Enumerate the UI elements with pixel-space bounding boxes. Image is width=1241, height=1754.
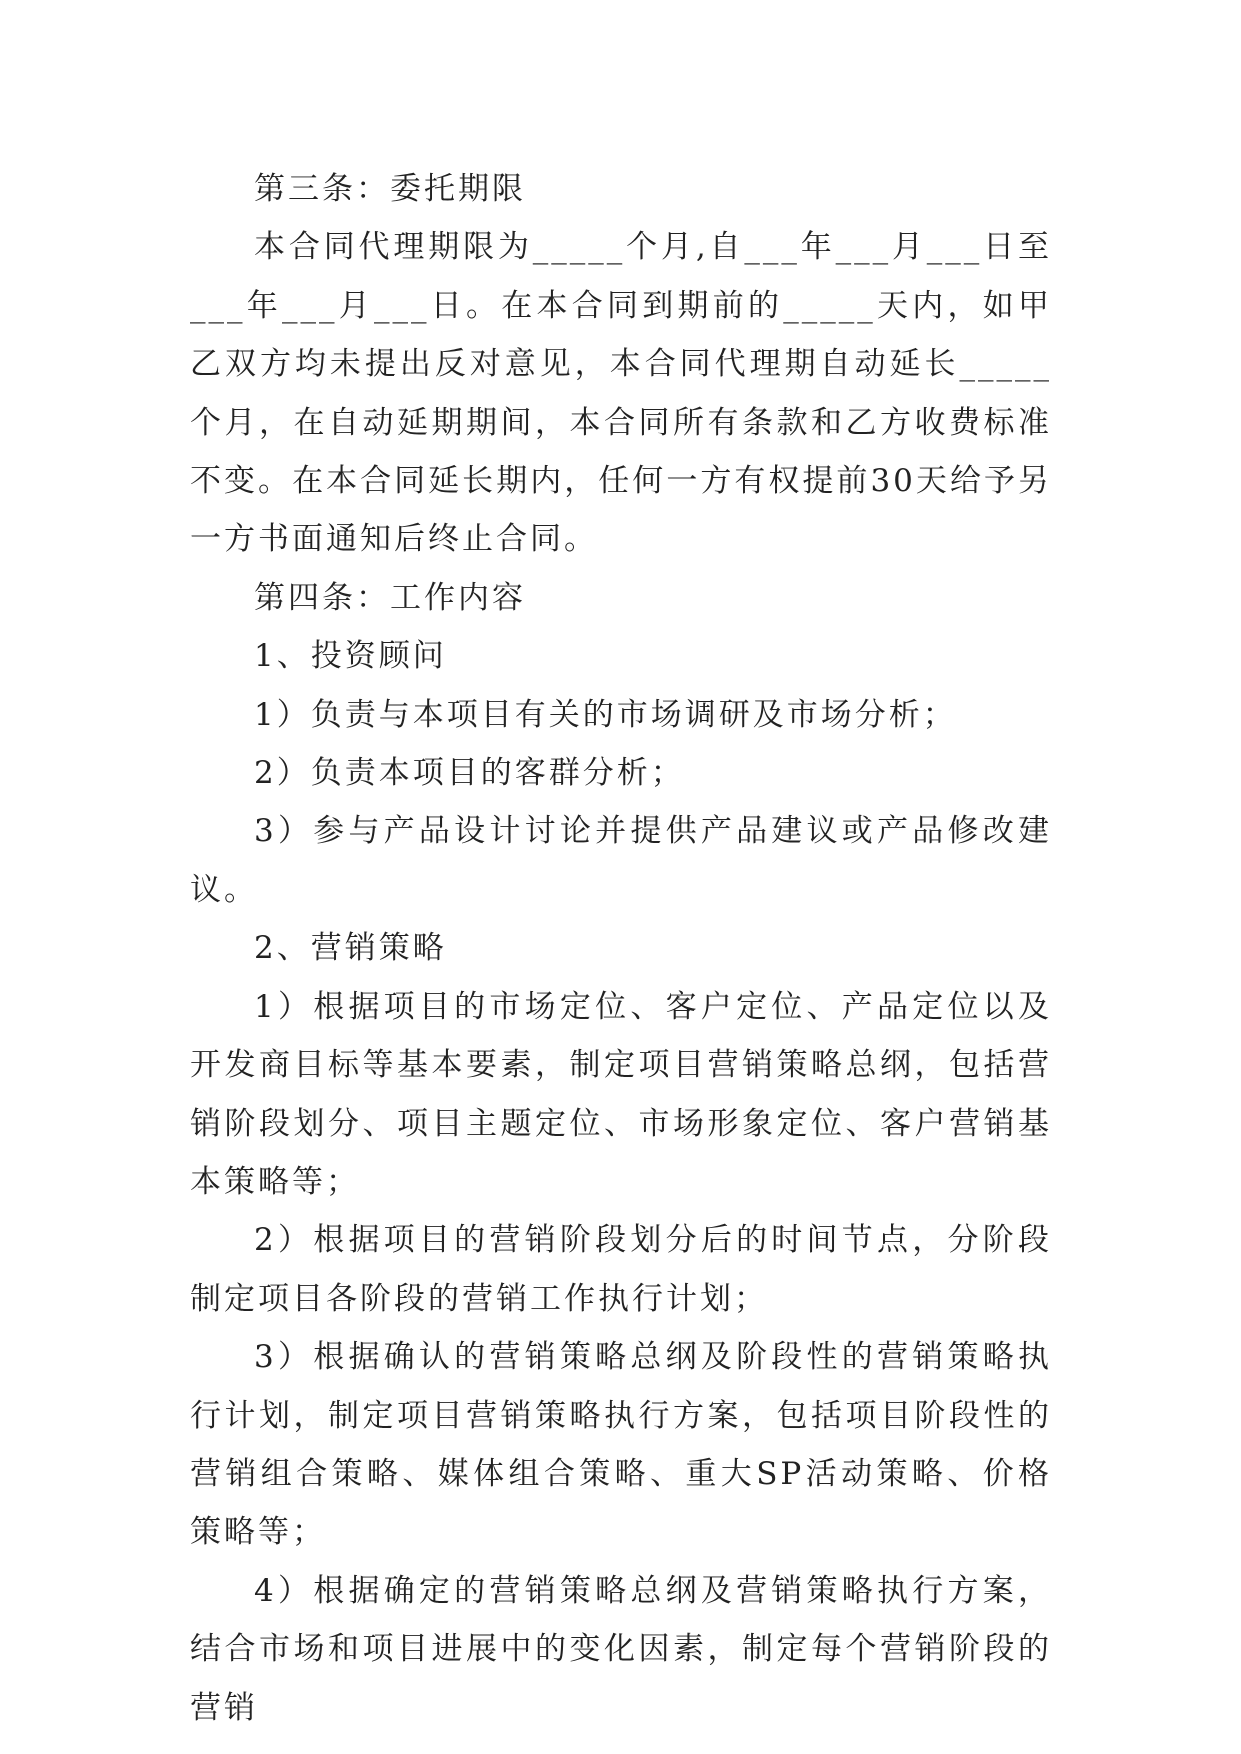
term-paragraph: 本合同代理期限为_____个月,自___年___月___日至___年___月___日。在本合同到期前的_____天内，如甲乙双方均未提出反对意见，本合同代理期自动延长_____个月，在自动延期期间，本合同所有条款和乙方收费标准不变。在本合同延长期内，任何一方有权提前30天给予另一方书面通知后终止合同。 [190, 229, 1052, 558]
document-body [190, 160, 1052, 1737]
list-item: 2）根据项目的营销阶段划分后的时间节点，分阶段制定项目各阶段的营销工作执行计划； [190, 1222, 1052, 1317]
list-item: 3）根据确认的营销策略总纲及阶段性的营销策略执行计划，制定项目营销策略执行方案，包括项目阶段性的营销组合策略、媒体组合策略、重大SP活动策略、价格策略等； [190, 1339, 1052, 1551]
list-item: 1）负责与本项目有关的市场调研及市场分析； [254, 696, 957, 733]
list-item: 3）参与产品设计讨论并提供产品建议或产品修改建议。 [190, 813, 1052, 908]
section-heading-investment-advisory: 1、投资顾问 [254, 638, 447, 675]
clause-heading-work-content: 第四条：工作内容 [254, 579, 526, 616]
list-item: 4）根据确定的营销策略总纲及营销策略执行方案，结合市场和项目进展中的变化因素，制定每个营销阶段的营销 [190, 1572, 1052, 1726]
list-item: 2）负责本项目的客群分析； [254, 755, 685, 792]
clause-heading-term: 第三条：委托期限 [254, 171, 526, 207]
section-heading-marketing-strategy: 2、营销策略 [254, 930, 447, 967]
list-item: 1）根据项目的市场定位、客户定位、产品定位以及开发商目标等基本要素，制定项目营销策略总纲，包括营销阶段划分、项目主题定位、市场形象定位、客户营销基本策略等； [190, 988, 1052, 1200]
